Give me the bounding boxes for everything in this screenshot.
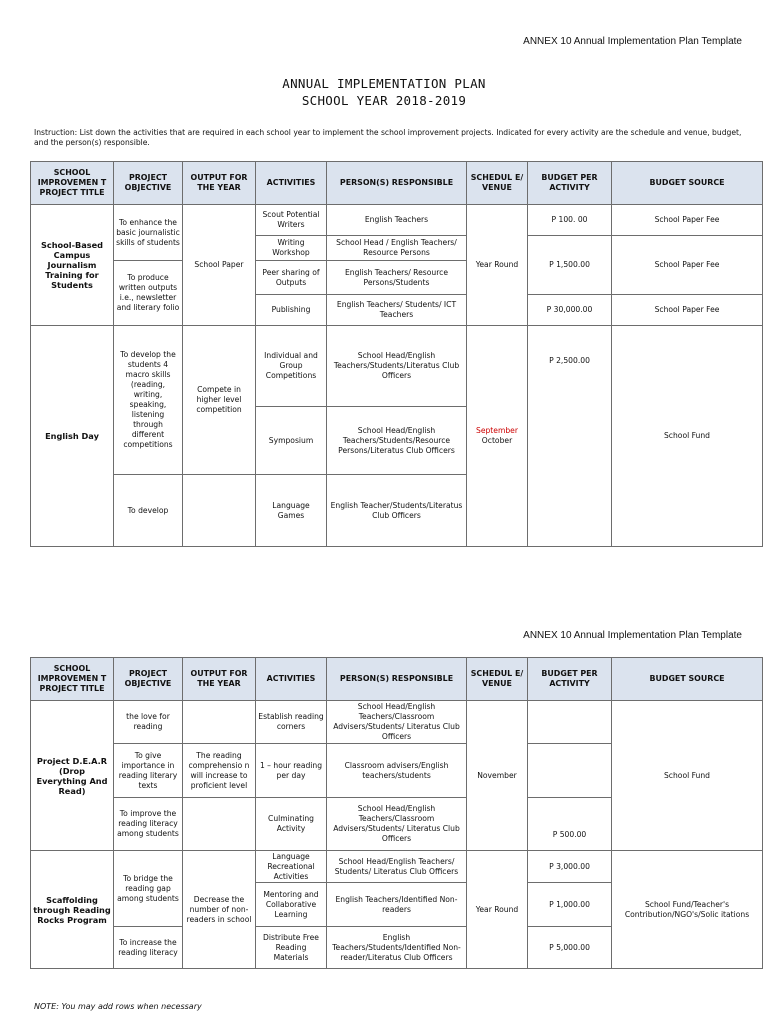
- persons-responsible: School Head/English Teachers/Classroom Advisers/Students/ Literatus Club Officers: [327, 701, 467, 744]
- project-objective: To increase the reading literacy: [114, 927, 183, 969]
- budget-per-activity: P 2,500.00: [528, 326, 612, 547]
- output-for-year: Decrease the number of non-readers in school: [183, 851, 256, 969]
- budget-per-activity: P 5,000.00: [528, 927, 612, 969]
- budget-source: School Fund/Teacher's Contribution/NGO's/Solic itations: [612, 851, 763, 969]
- activity: Publishing: [256, 295, 327, 326]
- table-header-row: [31, 162, 763, 205]
- instruction-text: Instruction: List down the activities that are required in each school year to implement the school improvement projects. Indicated for every activity are the schedule and venue, budget, and the person(s) responsible.: [34, 128, 742, 147]
- schedule-venue: Year Round: [467, 851, 528, 969]
- budget-per-activity: P 3,000.00: [528, 851, 612, 883]
- activity: Establish reading corners: [256, 701, 327, 744]
- page-subtitle: SCHOOL YEAR 2018-2019: [301, 93, 467, 108]
- project-title: [31, 326, 114, 547]
- table-row: [31, 851, 763, 883]
- persons-responsible: School Head/English Teachers/Classroom Advisers/Students/ Literatus Club Officers: [327, 798, 467, 851]
- project-objective: To bridge the reading gap among students: [114, 851, 183, 927]
- project-objective: the love for reading: [114, 701, 183, 744]
- project-objective: To develop the students 4 macro skills (reading, writing, speaking, listening through different competitions: [114, 326, 183, 475]
- budget-source: School Fund: [612, 326, 763, 547]
- persons-responsible: Classroom advisers/English teachers/students: [327, 744, 467, 798]
- activity: Peer sharing of Outputs: [256, 261, 327, 295]
- project-objective: To improve the reading literacy among students: [114, 798, 183, 851]
- persons-responsible: English Teachers/Identified Non-readers: [327, 883, 467, 927]
- activity: Individual and Group Competitions: [256, 326, 327, 407]
- header-schedule-venue: SCHEDUL E/ VENUE: [467, 162, 528, 205]
- activity: Distribute Free Reading Materials: [256, 927, 327, 969]
- header-schedule-venue: SCHEDUL E/ VENUE: [467, 658, 528, 701]
- budget-per-activity: [528, 701, 612, 744]
- schedule-venue: Year Round: [467, 205, 528, 326]
- budget-per-activity: P 1,000.00: [528, 883, 612, 927]
- project-objective: To enhance the basic journalistic skills of students: [114, 205, 183, 261]
- header-project-objective: PROJECT OBJECTIVE: [114, 658, 183, 701]
- project-objective: To give importance in reading literary texts: [114, 744, 183, 798]
- table-row: [31, 701, 763, 744]
- project-title: School-Based Campus Journalism Training for Students: [31, 205, 114, 326]
- output-for-year: School Paper: [183, 205, 256, 326]
- implementation-plan-table-1: [30, 161, 763, 547]
- activity: Scout Potential Writers: [256, 205, 327, 236]
- budget-per-activity: P 500.00: [528, 798, 612, 851]
- output-for-year: [183, 798, 256, 851]
- project-objective: To produce written outputs i.e., newsletter and literary folio: [114, 261, 183, 326]
- budget-per-activity: P 30,000.00: [528, 295, 612, 326]
- budget-per-activity: [528, 744, 612, 798]
- header-project-title: SCHOOL IMPROVEMEN T PROJECT TITLE: [31, 658, 114, 701]
- header-activities: ACTIVITIES: [256, 162, 327, 205]
- schedule-venue: November: [467, 701, 528, 851]
- persons-responsible: English Teachers/Students/Identified Non-reader/Literatus Club Officers: [327, 927, 467, 969]
- header-project-objective: PROJECT OBJECTIVE: [114, 162, 183, 205]
- activity: Language Games: [256, 475, 327, 547]
- project-title: Scaffolding through Reading Rocks Program: [31, 851, 114, 969]
- output-for-year: Compete in higher level competition: [183, 326, 256, 475]
- budget-source: School Paper Fee: [612, 295, 763, 326]
- persons-responsible: School Head/English Teachers/ Students/ Literatus Club Officers: [327, 851, 467, 883]
- activity: Language Recreational Activities: [256, 851, 327, 883]
- activity: Culminating Activity: [256, 798, 327, 851]
- budget-per-activity: P 100. 00: [528, 205, 612, 236]
- persons-responsible: English Teachers: [327, 205, 467, 236]
- output-for-year: [183, 701, 256, 744]
- header-budget-source: BUDGET SOURCE: [612, 658, 763, 701]
- output-for-year: [183, 475, 256, 547]
- persons-responsible: English Teachers/ Students/ ICT Teachers: [327, 295, 467, 326]
- table-header-row: [31, 658, 763, 701]
- header-budget-source: BUDGET SOURCE: [612, 162, 763, 205]
- budget-source: School Paper Fee: [612, 236, 763, 295]
- project-title: Project D.E.A.R (Drop Everything And Read): [31, 701, 114, 851]
- annex-label: ANNEX 10 Annual Implementation Plan Template: [523, 630, 742, 641]
- project-title-text: English Day: [45, 431, 99, 441]
- table-row: [31, 205, 763, 236]
- header-persons-responsible: PERSON(S) RESPONSIBLE: [327, 162, 467, 205]
- header-budget-per-activity: BUDGET PER ACTIVITY: [528, 162, 612, 205]
- page-title: ANNUAL IMPLEMENTATION PLAN: [282, 76, 486, 91]
- header-output: OUTPUT FOR THE YEAR: [183, 658, 256, 701]
- header-project-title: SCHOOL IMPROVEMEN T PROJECT TITLE: [31, 162, 114, 205]
- persons-responsible: School Head/English Teachers/Students/Literatus Club Officers: [327, 326, 467, 407]
- budget-per-activity: P 1,500.00: [528, 236, 612, 295]
- implementation-plan-table-2: [30, 657, 763, 969]
- schedule-october: October: [481, 436, 513, 445]
- table-row: [31, 326, 763, 407]
- persons-responsible: English Teachers/ Resource Persons/Students: [327, 261, 467, 295]
- activity: 1 – hour reading per day: [256, 744, 327, 798]
- schedule-september: September: [476, 426, 518, 435]
- project-objective: To develop: [114, 475, 183, 547]
- output-for-year: The reading comprehensio n will increase to proficient level: [183, 744, 256, 798]
- note-text: NOTE: You may add rows when necessary: [34, 1002, 202, 1011]
- persons-responsible: English Teacher/Students/Literatus Club Officers: [327, 475, 467, 547]
- activity: Mentoring and Collaborative Learning: [256, 883, 327, 927]
- persons-responsible: School Head/English Teachers/Students/Resource Persons/Literatus Club Officers: [327, 407, 467, 475]
- header-budget-per-activity: BUDGET PER ACTIVITY: [528, 658, 612, 701]
- activity: Symposium: [256, 407, 327, 475]
- budget-source: School Fund: [612, 701, 763, 851]
- annex-label: ANNEX 10 Annual Implementation Plan Template: [523, 36, 742, 47]
- header-persons-responsible: PERSON(S) RESPONSIBLE: [327, 658, 467, 701]
- budget-source: School Paper Fee: [612, 205, 763, 236]
- activity: Writing Workshop: [256, 236, 327, 261]
- persons-responsible: School Head / English Teachers/ Resource Persons: [327, 236, 467, 261]
- header-activities: ACTIVITIES: [256, 658, 327, 701]
- header-output: OUTPUT FOR THE YEAR: [183, 162, 256, 205]
- schedule-venue: [467, 326, 528, 547]
